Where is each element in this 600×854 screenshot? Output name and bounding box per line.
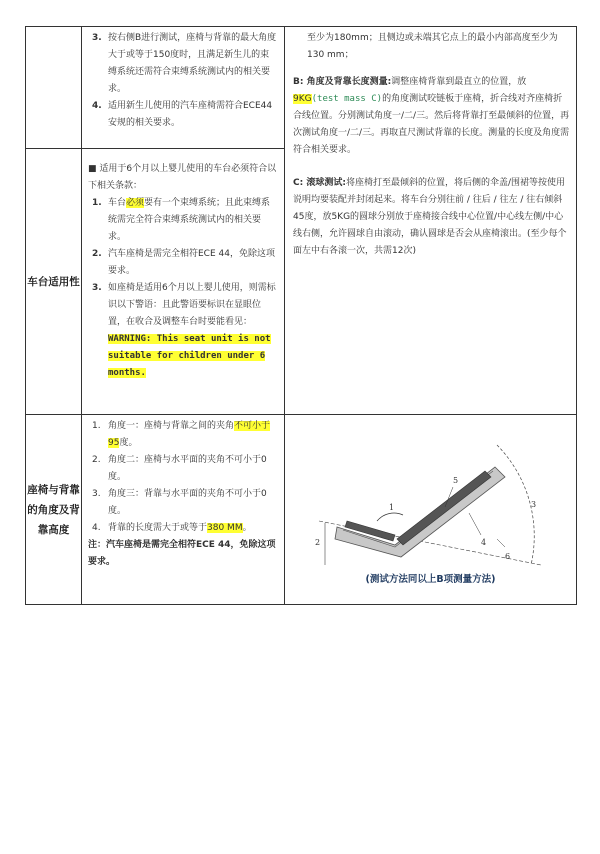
item-number: 3. <box>92 33 102 43</box>
item-text: 车台 <box>108 198 127 208</box>
leader-6 <box>497 539 505 547</box>
spec-table <box>25 26 577 605</box>
item-number: 4. <box>92 523 101 533</box>
intro-text <box>88 161 278 195</box>
length-highlight: 380 MM <box>207 523 243 533</box>
row3-figure-cell <box>285 415 577 605</box>
height-requirement-text: 至少为180mm；且侧边或未端其它点上的最小内部高度至少为130 mm； <box>307 33 558 60</box>
item-number: 2. <box>92 249 102 259</box>
item-text: 角度二：座椅与水平面的夹角不可小于0度。 <box>108 455 267 482</box>
fig-label-4: 4 <box>481 538 487 547</box>
mass-note: (test mass C) <box>311 94 383 104</box>
list-item <box>88 30 278 98</box>
list-item <box>88 520 278 537</box>
row2-left-cell <box>82 149 285 415</box>
row3-left-cell <box>82 415 285 605</box>
test-board <box>397 471 491 545</box>
item-text: 角度一：座椅与背靠之间的夹角 <box>108 421 235 431</box>
row1-left-cell <box>82 27 285 149</box>
section-b <box>293 74 570 159</box>
angle-arc-1 <box>377 513 403 521</box>
seat-angle-diagram <box>285 415 577 575</box>
arc-3 <box>497 445 537 565</box>
empty-label-cell <box>26 27 82 149</box>
section-c-text: 将座椅打至最倾斜的位置，将后侧的伞盖/围裙等按使用说明均要装配并封闭起来。将车台分别往前 / 往后 / 往左 / 往右倾斜45度，放5KG的圆球分别放于座椅接合线中心位置/中心线左侧/中心线右侧，允许圆球自由滚动，确认圆球是否会从座椅滚出。(至少每个面左中右各滚一次，共需12次) <box>293 178 567 256</box>
figure-caption: (测试方法同以上B项测量方法) <box>365 574 496 585</box>
row1-right-cell <box>285 27 577 415</box>
section-b-title: B: 角度及背靠长度测量: <box>293 77 392 87</box>
fig-label-5: 5 <box>453 476 459 485</box>
section-c <box>293 175 570 260</box>
table-row <box>26 27 577 149</box>
section-c-title: C: 滚球测试: <box>293 178 346 188</box>
angle-diagram-figure <box>285 415 576 597</box>
item-text: 适用新生儿使用的汽车座椅需符合ECE44安规的相关要求。 <box>108 101 273 128</box>
item-number: 3. <box>92 489 101 499</box>
list-item <box>88 246 278 280</box>
section-b-text: 调整座椅背靠到最直立的位置，放 <box>391 77 527 87</box>
item-text-cont: 要有一个束缚系统；且此束缚系统需完全符合束缚系统测试内的相关要求。 <box>108 198 271 242</box>
item-number: 2. <box>92 455 101 465</box>
intro-body: 适用于6个月以上婴儿使用的车台必须符合以下相关条款： <box>88 164 277 191</box>
list-item <box>88 195 278 246</box>
fig-label-2: 2 <box>315 538 321 547</box>
item-text: 背靠的长度需大于或等于 <box>108 523 208 533</box>
row-label-stroller-applicability <box>26 149 82 415</box>
row-label-text: 座椅与背靠的角度及背靠高度 <box>27 483 80 536</box>
item-text: 汽车座椅是需完全相符ECE 44，免除这项要求。 <box>108 249 275 276</box>
item-text: 角度三：背靠与水平面的夹角不可小于0度。 <box>108 489 267 516</box>
angle-highlight: 不可小于95 <box>108 421 271 448</box>
mass-highlight: 9KG <box>293 94 312 104</box>
list-item <box>88 486 278 520</box>
note-text: 注：汽车座椅是需完全相符ECE 44，免除这项要求。 <box>88 540 276 567</box>
bullet-icon: ■ <box>88 164 97 174</box>
must-highlight: 必须 <box>126 198 145 208</box>
fig-label-3: 3 <box>531 500 537 509</box>
fig-label-6: 6 <box>505 552 511 561</box>
list-item <box>88 280 278 382</box>
table-row <box>26 415 577 605</box>
list-item <box>88 418 278 452</box>
item-number: 3. <box>92 283 102 293</box>
item-number: 4. <box>92 101 102 111</box>
row-label-seat-angle <box>26 415 82 605</box>
item-text: 如座椅是适用6个月以上婴儿使用，则需标识以下警语：且此警语要标识在显眼位置，在收合及调整车台时要能看见： <box>108 283 276 327</box>
list-item <box>88 452 278 486</box>
warning-text: WARNING: This seat unit is not suitable for children under 6 months. <box>108 334 271 378</box>
item-text-cont: 。 <box>242 523 252 533</box>
item-text-cont: 度。 <box>119 438 138 448</box>
item-text: 按右侧B进行测试，座椅与背靠的最大角度大于或等于150度时，且满足新生儿的束缚系统还需符合束缚系统测试内的相关要求。 <box>108 33 277 94</box>
section-b-text-cont: 的角度测试咬链板于座椅，折合线对齐座椅折合线位置。分别测试角度一/二/三。然后将背靠打至最倾斜的位置，再次测试角度一/二/三。再取直尺测试背靠的长度。测量的长度及角度需符合相关要求。 <box>293 94 570 155</box>
list-item <box>88 98 278 132</box>
item-number: 1. <box>92 198 102 208</box>
row-label-text: 车台适用性 <box>27 275 80 288</box>
fig-label-1: 1 <box>389 503 395 512</box>
leader-4 <box>469 513 481 535</box>
item-number: 1. <box>92 421 101 431</box>
